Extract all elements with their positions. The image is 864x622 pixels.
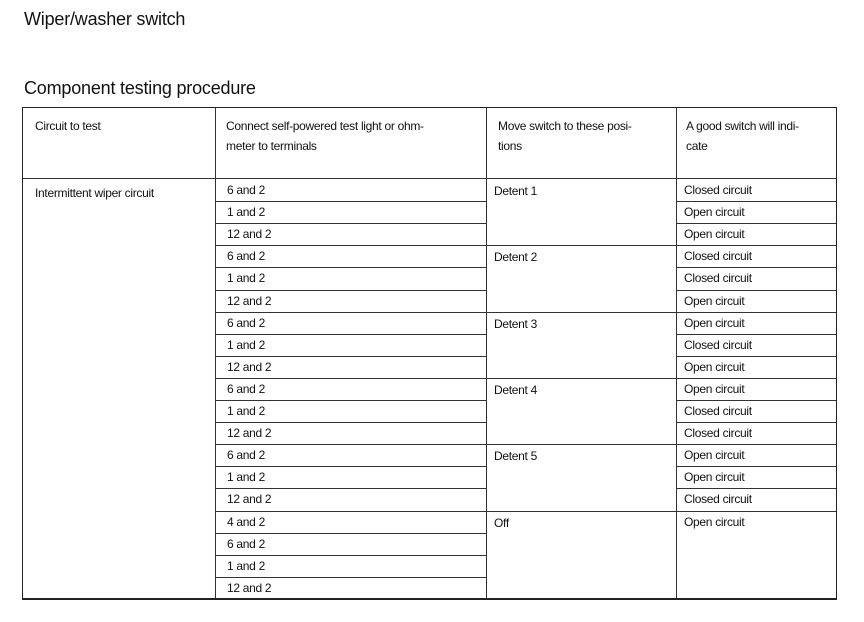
header-connect-line2: meter to terminals <box>226 139 317 153</box>
terminals-cell: 4 and 2 <box>227 515 265 529</box>
group-divider <box>486 312 676 313</box>
terminals-cell: 12 and 2 <box>227 294 272 308</box>
group-divider <box>486 245 676 246</box>
header-connect-line1: Connect self-powered test light or ohm- <box>226 119 424 133</box>
result-cell: Closed circuit <box>684 338 752 352</box>
result-cell: Open circuit <box>684 205 745 219</box>
result-cell: Open circuit <box>684 316 745 330</box>
group-divider <box>486 378 676 379</box>
terminals-cell: 1 and 2 <box>227 205 265 219</box>
switch-position: Detent 2 <box>494 250 537 264</box>
switch-position: Off <box>494 516 509 530</box>
testing-procedure-table <box>22 107 837 600</box>
terminals-cell: 6 and 2 <box>227 537 265 551</box>
document-title: Wiper/washer switch <box>24 9 186 29</box>
circuit-name: Intermittent wiper circuit <box>35 186 154 200</box>
terminals-cell: 6 and 2 <box>227 183 265 197</box>
result-cell: Open circuit <box>684 360 745 374</box>
terminals-cell: 12 and 2 <box>227 227 272 241</box>
switch-position: Detent 4 <box>494 383 537 397</box>
terminals-cell: 1 and 2 <box>227 338 265 352</box>
column-divider <box>486 108 487 598</box>
terminals-cell: 6 and 2 <box>227 448 265 462</box>
result-cell: Open circuit <box>684 294 745 308</box>
header-move-line1: Move switch to these posi- <box>498 119 632 133</box>
header-move-line2: tions <box>498 139 522 153</box>
terminals-cell: 6 and 2 <box>227 249 265 263</box>
result-cell: Closed circuit <box>684 183 752 197</box>
terminals-cell: 12 and 2 <box>227 426 272 440</box>
terminals-cell: 6 and 2 <box>227 316 265 330</box>
terminals-cell: 1 and 2 <box>227 271 265 285</box>
result-cell: Closed circuit <box>684 271 752 285</box>
result-cell: Open circuit <box>684 470 745 484</box>
terminals-cell: 12 and 2 <box>227 581 272 595</box>
terminals-cell: 12 and 2 <box>227 360 272 374</box>
result-cell: Closed circuit <box>684 492 752 506</box>
terminals-cell: 6 and 2 <box>227 382 265 396</box>
result-cell: Open circuit <box>684 382 745 396</box>
terminals-cell: 1 and 2 <box>227 470 265 484</box>
section-title: Component testing procedure <box>24 78 256 98</box>
result-cell: Closed circuit <box>684 249 752 263</box>
switch-position: Detent 3 <box>494 317 537 331</box>
header-good-switch <box>686 116 799 156</box>
group-divider <box>486 511 676 512</box>
column-divider <box>676 108 677 598</box>
switch-position: Detent 5 <box>494 449 537 463</box>
group-divider <box>486 444 676 445</box>
result-cell: Open circuit <box>684 227 745 241</box>
terminals-cell: 1 and 2 <box>227 404 265 418</box>
terminals-cell: 12 and 2 <box>227 492 272 506</box>
result-cell: Closed circuit <box>684 404 752 418</box>
result-cell: Closed circuit <box>684 426 752 440</box>
header-divider <box>23 178 836 179</box>
header-circuit-to-test: Circuit to test <box>35 119 101 133</box>
header-good-line1: A good switch will indi- <box>686 119 799 133</box>
header-connect-terminals <box>226 116 424 156</box>
terminals-cell: 1 and 2 <box>227 559 265 573</box>
header-move-switch <box>498 116 632 156</box>
header-good-line2: cate <box>686 139 708 153</box>
column-divider <box>215 108 216 598</box>
result-cell: Open circuit <box>684 448 745 462</box>
result-cell: Open circuit <box>684 515 745 529</box>
switch-position: Detent 1 <box>494 184 537 198</box>
